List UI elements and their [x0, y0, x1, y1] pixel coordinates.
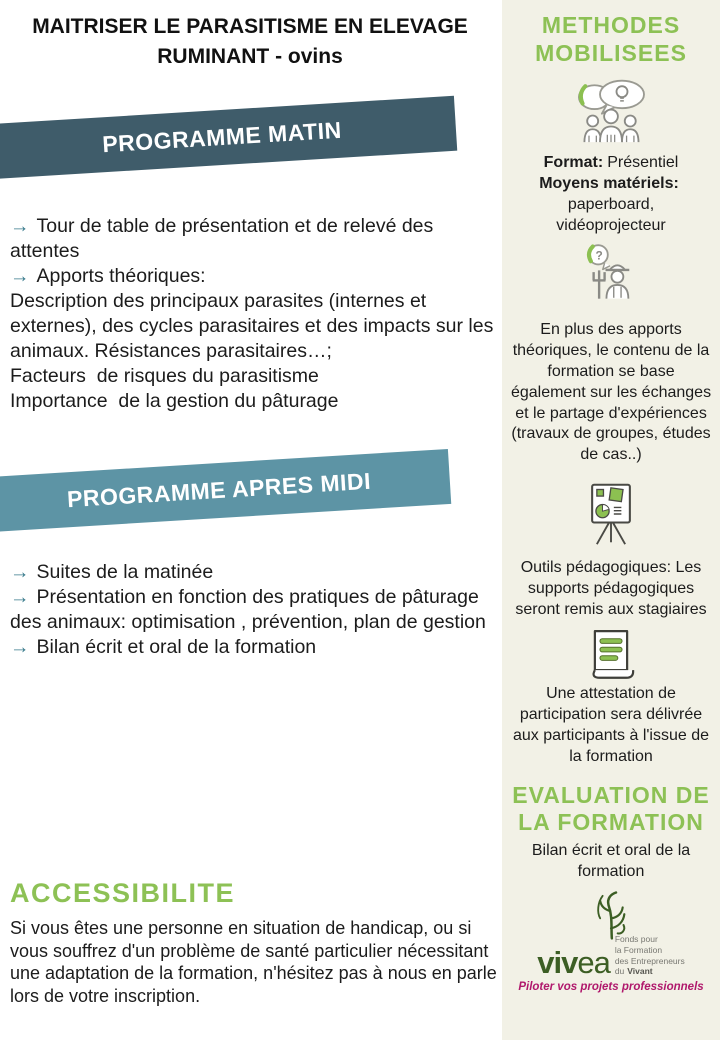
materials-value: paperboard, vidéoprojecteur [556, 195, 666, 234]
list-item-text: Bilan écrit et oral de la formation [36, 635, 317, 658]
vivea-caption-line: des Entrepreneurs [614, 955, 685, 966]
list-item-text: Présentation en fonction des pratiques de pâturage des animaux: optimisation , prévention, plan de gestion [10, 585, 486, 633]
farmer-question-icon [579, 242, 643, 306]
attestation-scroll-icon [581, 626, 641, 682]
list-item [10, 585, 506, 635]
vivea-caption [615, 934, 685, 977]
methods-heading: METHODES MOBILISEES [535, 12, 687, 66]
accessibility-text: Si vous êtes une personne en situation de handicap, ou si vous souffrez d'un problème de santé particulier nécessitant une adaptation de la formation, n'hésitez pas à nous en parle lors de votre inscription. [10, 918, 497, 1006]
list-item [10, 389, 506, 414]
exchanges-text: En plus des apports théoriques, le contenu de la formation se base également sur les échanges et le partage d'expériences (travaux de groupes, études de cas..) [510, 321, 712, 464]
afternoon-banner-label: PROGRAMME APRES MIDI [66, 467, 372, 513]
list-item-text: Tour de table de présentation et de relevé des attentes [10, 215, 439, 262]
afternoon-program-banner [0, 449, 451, 532]
arrow-bullet-icon: → [10, 215, 30, 237]
page-title [0, 12, 500, 73]
afternoon-program-list [10, 560, 506, 660]
flipchart-icon [578, 480, 644, 548]
vivea-wordmark-light: ea [577, 944, 610, 980]
materials-label [539, 174, 683, 195]
vivea-branch-icon [585, 890, 637, 940]
arrow-bullet-icon: → [10, 561, 30, 583]
list-item-text: Description des principaux parasites (internes et externes), des cycles parasitaires et des impacts sur les animaux. Résistances parasitaires…; [10, 289, 499, 362]
svg-text:?: ? [595, 248, 603, 263]
list-item-text: Facteurs de risques du parasitisme [10, 364, 319, 387]
list-item [10, 214, 506, 264]
vivea-wordmark [537, 944, 610, 980]
vivea-caption-vivant: Vivant [627, 966, 653, 977]
list-item-text: Importance de la gestion du pâturage [10, 389, 339, 412]
page-title-line1: MAITRISER LE PARASITISME EN ELEVAGE [32, 15, 468, 38]
arrow-bullet-icon: → [10, 635, 30, 658]
page-title-line2: RUMINANT - ovins [157, 45, 343, 69]
list-item [10, 289, 506, 364]
right-sidebar [502, 0, 720, 1040]
evaluation-heading: EVALUATION DE LA FORMATION [512, 781, 710, 836]
list-item [10, 635, 506, 660]
list-item-text: Apports théoriques: [36, 264, 206, 287]
vivea-caption-line: Fonds pour [614, 934, 658, 945]
morning-program-list [10, 214, 506, 414]
accessibility-heading: ACCESSIBILITE [10, 878, 236, 908]
format-label: Format: [543, 154, 604, 172]
arrow-bullet-icon: → [10, 585, 30, 608]
morning-banner-label: PROGRAMME MATIN [101, 116, 343, 158]
arrow-bullet-icon: → [10, 264, 30, 287]
list-item [10, 560, 506, 585]
tools-text: Outils pédagogiques: Les supports pédagogiques seront remis aux stagiaires [515, 558, 707, 618]
list-item [10, 364, 506, 389]
list-item-text: Suites de la matinée [36, 561, 214, 583]
attestation-text: Une attestation de participation sera délivrée aux participants à l'issue de la formation [512, 685, 710, 765]
format-value: Présentiel [607, 154, 679, 172]
group-discussion-icon [569, 77, 653, 143]
vivea-caption-line [615, 966, 685, 977]
vivea-logo [518, 890, 703, 993]
materials-label-text: Moyens matériels: [539, 174, 679, 192]
vivea-caption-du: du [614, 966, 625, 977]
vivea-tagline: Piloter vos projets professionnels [518, 980, 704, 993]
vivea-caption-line: la Formation [614, 944, 663, 955]
evaluation-text: Bilan écrit et oral de la formation [531, 841, 691, 880]
morning-program-banner [0, 96, 457, 179]
list-item [10, 264, 506, 289]
vivea-brand-row [537, 934, 685, 978]
vivea-wordmark-bold: viv [537, 944, 578, 980]
format-line [544, 153, 679, 174]
